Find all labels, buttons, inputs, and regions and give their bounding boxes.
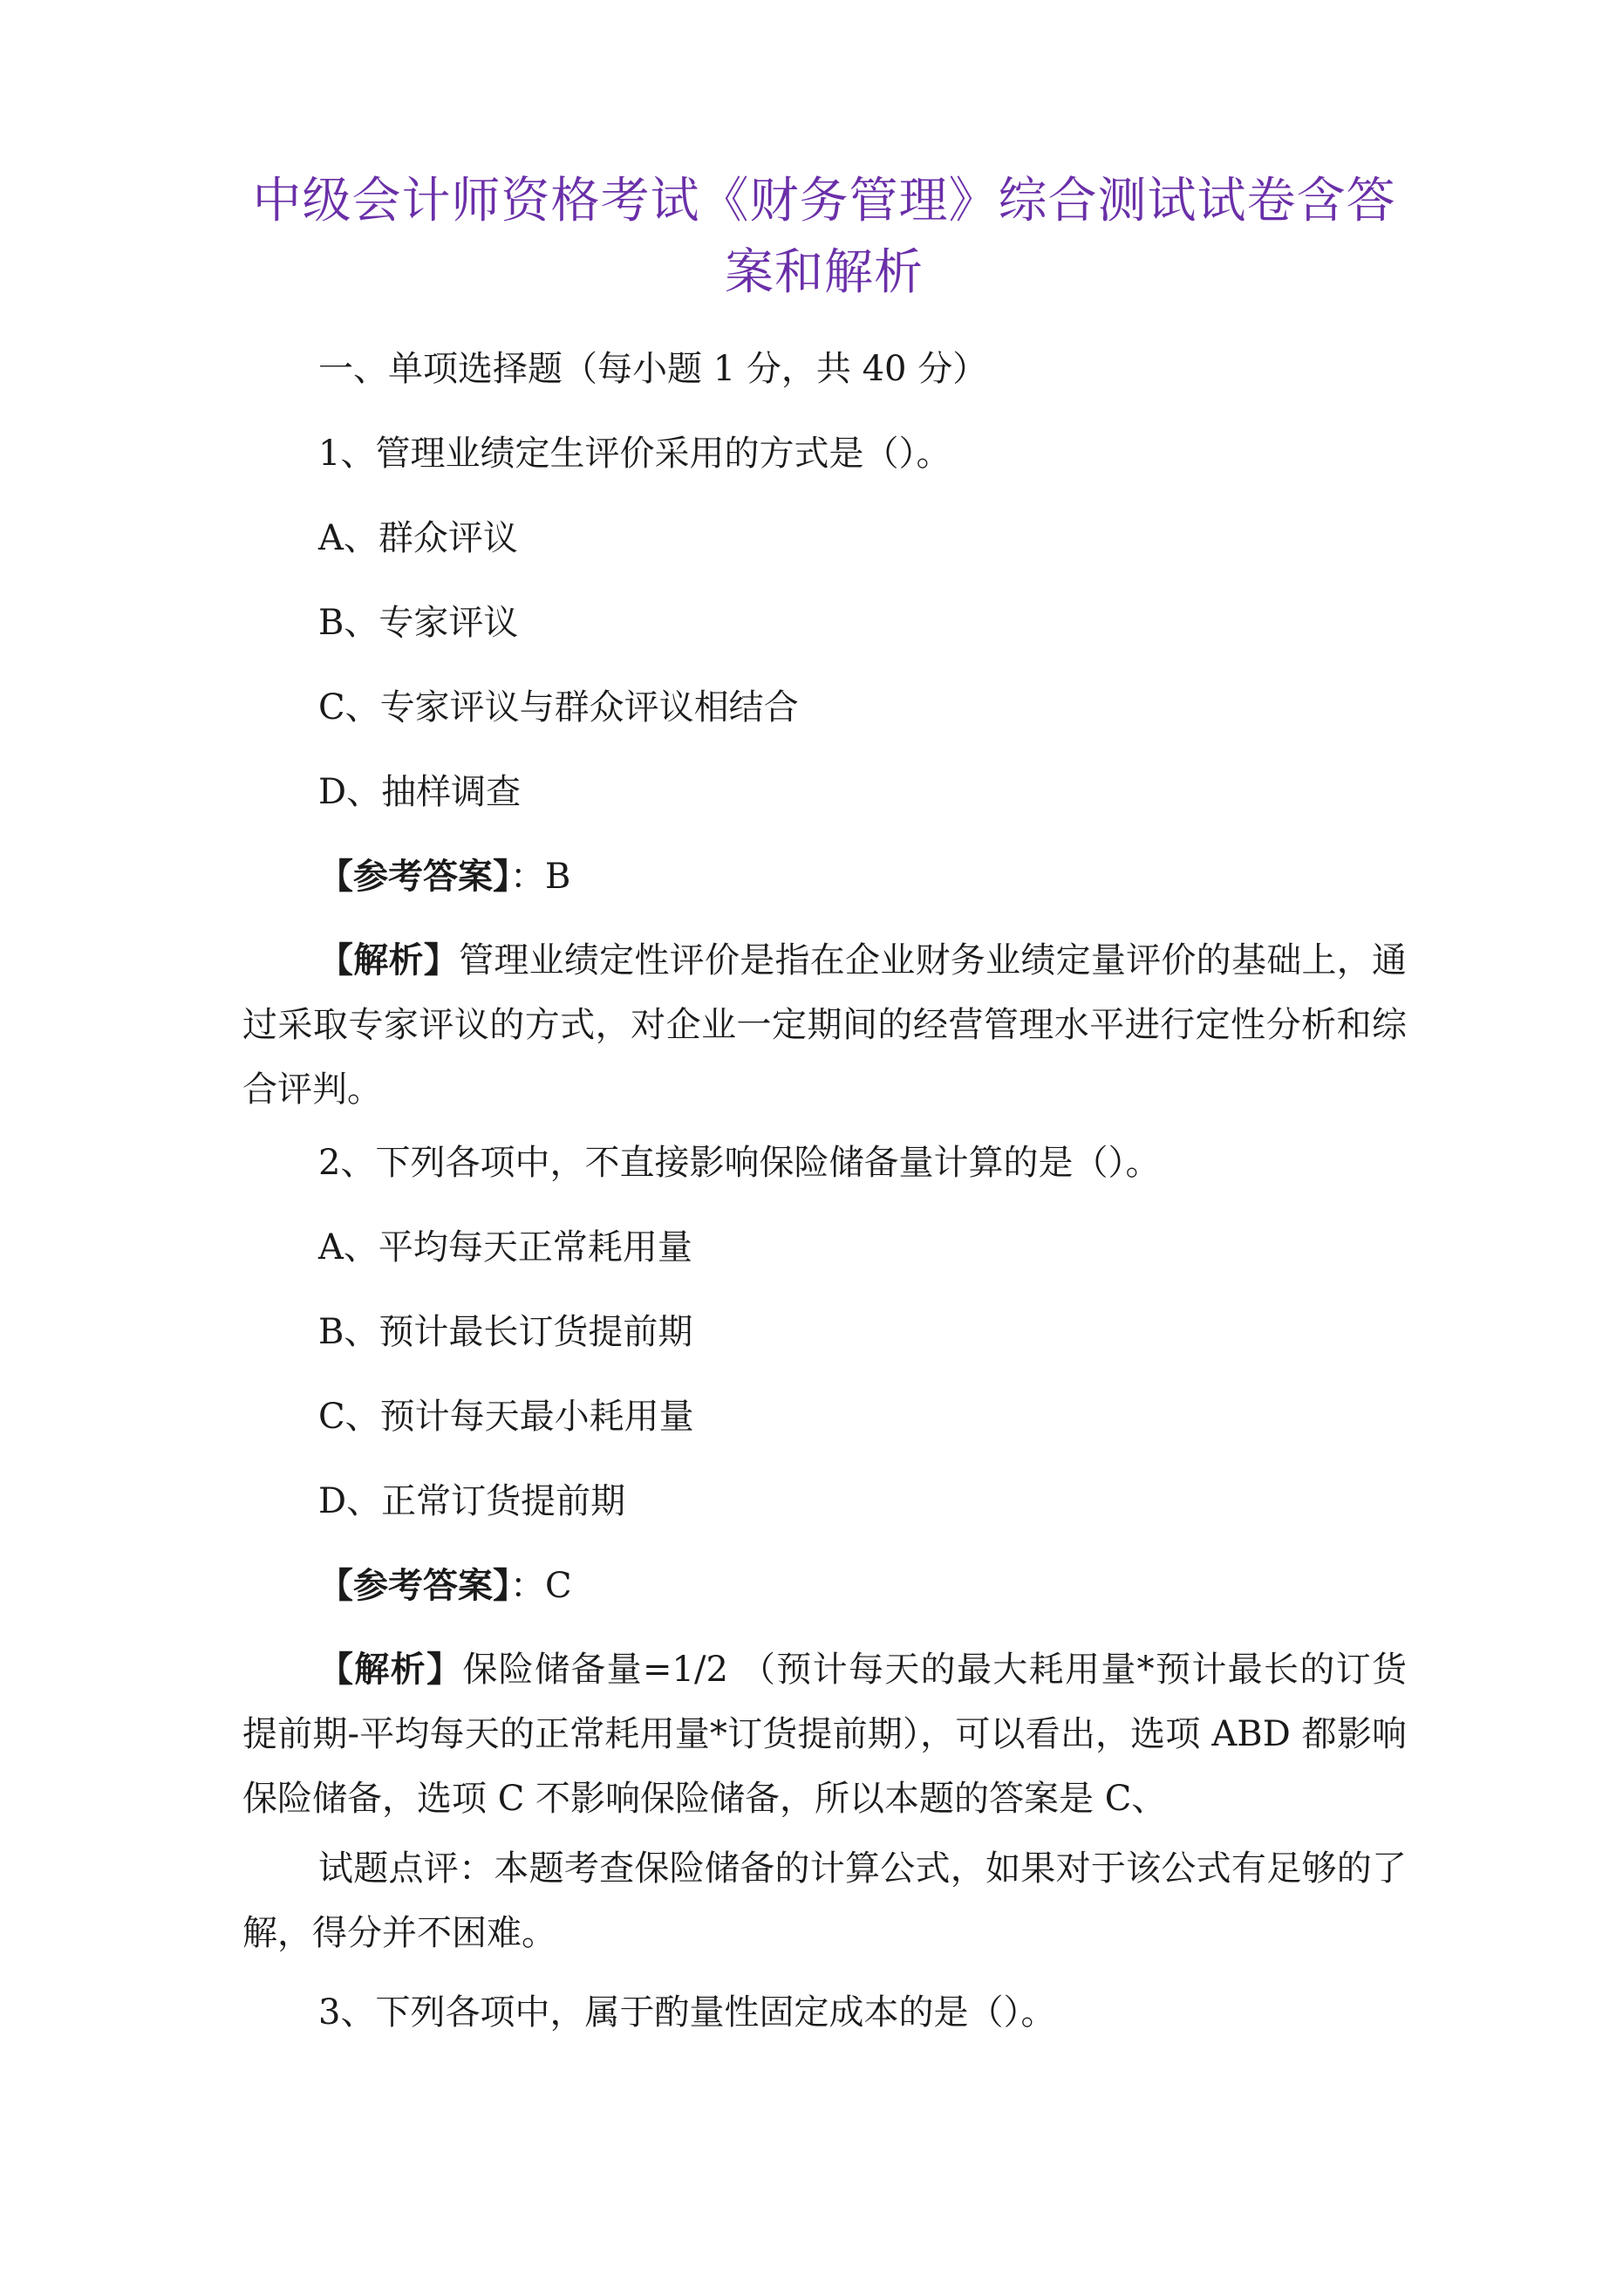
question-1-stem: 1、管理业绩定生评价采用的方式是（）。 xyxy=(318,434,951,474)
question-2-option-a: A、平均每天正常耗用量 xyxy=(318,1227,692,1268)
question-2-stem: 2、下列各项中，不直接影响保险储备量计算的是（）。 xyxy=(318,1143,1161,1183)
question-2-option-d: D、正常订货提前期 xyxy=(318,1481,626,1521)
question-2-answer xyxy=(318,1564,572,1608)
question-1-analysis xyxy=(242,928,1407,1122)
question-1-option-b: B、专家评议 xyxy=(318,603,519,643)
section-heading: 一、单项选择题（每小题 1 分，共 40 分） xyxy=(318,349,988,389)
answer-value: ：B xyxy=(510,857,571,897)
question-1-option-a: A、群众评议 xyxy=(318,518,518,558)
question-1-option-d: D、抽样调查 xyxy=(318,772,522,812)
answer-label: 【参考答案】 xyxy=(318,856,510,897)
question-3-stem: 3、下列各项中，属于酌量性固定成本的是（）。 xyxy=(318,1992,1056,2033)
question-2-option-b: B、预计最长订货提前期 xyxy=(318,1312,693,1352)
question-2-option-c: C、预计每天最小耗用量 xyxy=(318,1397,694,1437)
document-title: 中级会计师资格考试《财务管理》综合测试试卷含答案和解析 xyxy=(252,173,1396,301)
question-1-answer xyxy=(318,855,570,899)
analysis-label: 【解析】 xyxy=(318,940,460,981)
analysis-text: 管理业绩定性评价是指在企业财务业绩定量评价的基础上，通过采取专家评议的方式，对企业一定期间的经营管理水平进行定性分析和综合评判。 xyxy=(242,940,1408,1110)
analysis-label: 【解析】 xyxy=(318,1649,463,1690)
answer-value: ：C xyxy=(510,1566,572,1606)
question-2-analysis xyxy=(242,1637,1407,1831)
analysis-text: 保险储备量=1/2 （预计每天的最大耗用量*预计最长的订货提前期-平均每天的正常耗用量*订货提前期），可以看出，选项 ABD 都影响保险储备，选项 C 不影响保险储备，所以本题的答案是 C、 xyxy=(242,1650,1407,1819)
answer-label: 【参考答案】 xyxy=(318,1565,510,1606)
question-2-comment: 试题点评：本题考查保险储备的计算公式，如果对于该公式有足够的了解，得分并不困难。 xyxy=(242,1848,1407,1953)
question-1-option-c: C、专家评议与群众评议相结合 xyxy=(318,687,799,728)
